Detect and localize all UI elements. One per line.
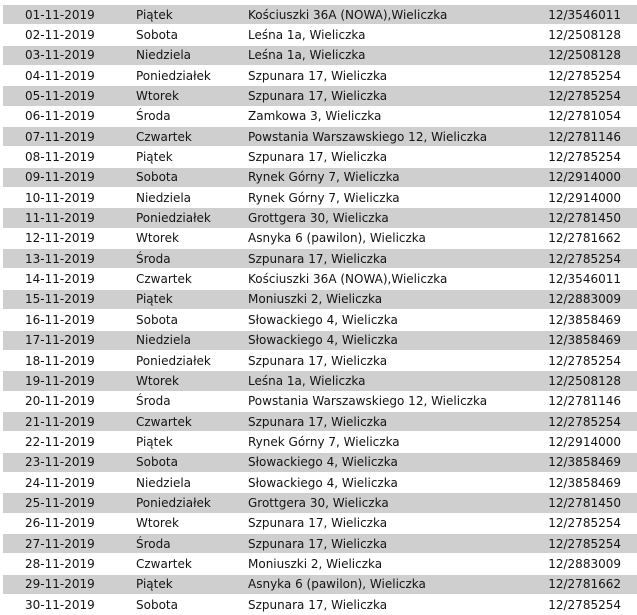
- weekday-cell: Wtorek: [136, 228, 248, 248]
- weekday-cell: Poniedziałek: [136, 350, 248, 370]
- table-row: [3, 594, 637, 614]
- address-cell: Szpunara 17, Wieliczka: [248, 86, 517, 106]
- weekday-cell: Poniedziałek: [136, 208, 248, 228]
- table-row: [3, 472, 637, 492]
- date-cell: 23-11-2019: [3, 452, 136, 472]
- date-cell: 06-11-2019: [3, 106, 136, 126]
- phone-cell: 12/2781054: [517, 106, 637, 126]
- date-cell: 30-11-2019: [3, 594, 136, 614]
- address-cell: Rynek Górny 7, Wieliczka: [248, 188, 517, 208]
- phone-cell: 12/2508128: [517, 25, 637, 45]
- date-cell: 18-11-2019: [3, 350, 136, 370]
- address-cell: Szpunara 17, Wieliczka: [248, 533, 517, 553]
- weekday-cell: Środa: [136, 106, 248, 126]
- weekday-cell: Środa: [136, 533, 248, 553]
- date-cell: 11-11-2019: [3, 208, 136, 228]
- weekday-cell: Środa: [136, 249, 248, 269]
- table-body: [3, 5, 637, 615]
- table-row: [3, 86, 637, 106]
- date-cell: 13-11-2019: [3, 249, 136, 269]
- weekday-cell: Piątek: [136, 574, 248, 594]
- table-row: [3, 249, 637, 269]
- table-row: [3, 371, 637, 391]
- phone-cell: 12/2785254: [517, 513, 637, 533]
- address-cell: Szpunara 17, Wieliczka: [248, 249, 517, 269]
- date-cell: 04-11-2019: [3, 66, 136, 86]
- date-cell: 07-11-2019: [3, 127, 136, 147]
- table-row: [3, 513, 637, 533]
- date-cell: 08-11-2019: [3, 147, 136, 167]
- address-cell: Leśna 1a, Wieliczka: [248, 371, 517, 391]
- address-cell: Moniuszki 2, Wieliczka: [248, 554, 517, 574]
- table-row: [3, 228, 637, 248]
- address-cell: Słowackiego 4, Wieliczka: [248, 310, 517, 330]
- phone-cell: 12/3546011: [517, 269, 637, 289]
- weekday-cell: Niedziela: [136, 330, 248, 350]
- weekday-cell: Czwartek: [136, 127, 248, 147]
- phone-cell: 12/2785254: [517, 533, 637, 553]
- table-row: [3, 45, 637, 65]
- weekday-cell: Piątek: [136, 289, 248, 309]
- weekday-cell: Sobota: [136, 167, 248, 187]
- date-cell: 10-11-2019: [3, 188, 136, 208]
- address-cell: Grottgera 30, Wieliczka: [248, 208, 517, 228]
- phone-cell: 12/2914000: [517, 167, 637, 187]
- date-cell: 20-11-2019: [3, 391, 136, 411]
- phone-cell: 12/2785254: [517, 350, 637, 370]
- table-row: [3, 208, 637, 228]
- table-row: [3, 289, 637, 309]
- weekday-cell: Sobota: [136, 594, 248, 614]
- date-cell: 09-11-2019: [3, 167, 136, 187]
- date-cell: 15-11-2019: [3, 289, 136, 309]
- date-cell: 28-11-2019: [3, 554, 136, 574]
- address-cell: Szpunara 17, Wieliczka: [248, 66, 517, 86]
- address-cell: Leśna 1a, Wieliczka: [248, 25, 517, 45]
- weekday-cell: Czwartek: [136, 411, 248, 431]
- pharmacy-duty-table: [3, 5, 637, 615]
- weekday-cell: Wtorek: [136, 513, 248, 533]
- date-cell: 01-11-2019: [3, 5, 136, 25]
- phone-cell: 12/2785254: [517, 147, 637, 167]
- phone-cell: 12/2785254: [517, 249, 637, 269]
- address-cell: Kościuszki 36A (NOWA),Wieliczka: [248, 5, 517, 25]
- phone-cell: 12/3858469: [517, 330, 637, 350]
- address-cell: Kościuszki 36A (NOWA),Wieliczka: [248, 269, 517, 289]
- address-cell: Powstania Warszawskiego 12, Wieliczka: [248, 391, 517, 411]
- weekday-cell: Niedziela: [136, 472, 248, 492]
- table-row: [3, 350, 637, 370]
- date-cell: 22-11-2019: [3, 432, 136, 452]
- weekday-cell: Niedziela: [136, 45, 248, 65]
- address-cell: Szpunara 17, Wieliczka: [248, 411, 517, 431]
- address-cell: Asnyka 6 (pawilon), Wieliczka: [248, 228, 517, 248]
- phone-cell: 12/2785254: [517, 411, 637, 431]
- address-cell: Powstania Warszawskiego 12, Wieliczka: [248, 127, 517, 147]
- table-row: [3, 106, 637, 126]
- weekday-cell: Wtorek: [136, 371, 248, 391]
- table-row: [3, 411, 637, 431]
- phone-cell: 12/3546011: [517, 5, 637, 25]
- phone-cell: 12/2785254: [517, 594, 637, 614]
- weekday-cell: Niedziela: [136, 188, 248, 208]
- date-cell: 14-11-2019: [3, 269, 136, 289]
- table-row: [3, 127, 637, 147]
- phone-cell: 12/2781662: [517, 574, 637, 594]
- date-cell: 27-11-2019: [3, 533, 136, 553]
- phone-cell: 12/2914000: [517, 432, 637, 452]
- address-cell: Szpunara 17, Wieliczka: [248, 594, 517, 614]
- address-cell: Grottgera 30, Wieliczka: [248, 493, 517, 513]
- weekday-cell: Piątek: [136, 5, 248, 25]
- table-row: [3, 188, 637, 208]
- phone-cell: 12/2508128: [517, 371, 637, 391]
- table-row: [3, 330, 637, 350]
- weekday-cell: Sobota: [136, 25, 248, 45]
- date-cell: 19-11-2019: [3, 371, 136, 391]
- phone-cell: 12/3858469: [517, 452, 637, 472]
- address-cell: Słowackiego 4, Wieliczka: [248, 472, 517, 492]
- address-cell: Zamkowa 3, Wieliczka: [248, 106, 517, 126]
- address-cell: Moniuszki 2, Wieliczka: [248, 289, 517, 309]
- weekday-cell: Piątek: [136, 147, 248, 167]
- table-row: [3, 5, 637, 25]
- weekday-cell: Czwartek: [136, 554, 248, 574]
- weekday-cell: Sobota: [136, 452, 248, 472]
- address-cell: Rynek Górny 7, Wieliczka: [248, 167, 517, 187]
- table-row: [3, 391, 637, 411]
- table-row: [3, 452, 637, 472]
- phone-cell: 12/2883009: [517, 554, 637, 574]
- table-row: [3, 25, 637, 45]
- phone-cell: 12/2781450: [517, 493, 637, 513]
- weekday-cell: Poniedziałek: [136, 493, 248, 513]
- phone-cell: 12/2781450: [517, 208, 637, 228]
- address-cell: Szpunara 17, Wieliczka: [248, 513, 517, 533]
- address-cell: Asnyka 6 (pawilon), Wieliczka: [248, 574, 517, 594]
- address-cell: Szpunara 17, Wieliczka: [248, 147, 517, 167]
- weekday-cell: Sobota: [136, 310, 248, 330]
- table-row: [3, 554, 637, 574]
- phone-cell: 12/2781662: [517, 228, 637, 248]
- date-cell: 29-11-2019: [3, 574, 136, 594]
- phone-cell: 12/3858469: [517, 310, 637, 330]
- address-cell: Leśna 1a, Wieliczka: [248, 45, 517, 65]
- table-row: [3, 493, 637, 513]
- weekday-cell: Wtorek: [136, 86, 248, 106]
- weekday-cell: Czwartek: [136, 269, 248, 289]
- weekday-cell: Piątek: [136, 432, 248, 452]
- address-cell: Słowackiego 4, Wieliczka: [248, 330, 517, 350]
- phone-cell: 12/2785254: [517, 66, 637, 86]
- date-cell: 03-11-2019: [3, 45, 136, 65]
- weekday-cell: Poniedziałek: [136, 66, 248, 86]
- table-row: [3, 432, 637, 452]
- table-row: [3, 269, 637, 289]
- phone-cell: 12/2785254: [517, 86, 637, 106]
- date-cell: 21-11-2019: [3, 411, 136, 431]
- date-cell: 25-11-2019: [3, 493, 136, 513]
- table-row: [3, 310, 637, 330]
- phone-cell: 12/3858469: [517, 472, 637, 492]
- address-cell: Szpunara 17, Wieliczka: [248, 350, 517, 370]
- address-cell: Słowackiego 4, Wieliczka: [248, 452, 517, 472]
- weekday-cell: Środa: [136, 391, 248, 411]
- date-cell: 12-11-2019: [3, 228, 136, 248]
- table-row: [3, 66, 637, 86]
- date-cell: 26-11-2019: [3, 513, 136, 533]
- address-cell: Rynek Górny 7, Wieliczka: [248, 432, 517, 452]
- phone-cell: 12/2781146: [517, 127, 637, 147]
- table-row: [3, 147, 637, 167]
- table-row: [3, 533, 637, 553]
- phone-cell: 12/2781146: [517, 391, 637, 411]
- date-cell: 02-11-2019: [3, 25, 136, 45]
- date-cell: 17-11-2019: [3, 330, 136, 350]
- phone-cell: 12/2914000: [517, 188, 637, 208]
- date-cell: 16-11-2019: [3, 310, 136, 330]
- date-cell: 24-11-2019: [3, 472, 136, 492]
- table-row: [3, 167, 637, 187]
- table-row: [3, 574, 637, 594]
- phone-cell: 12/2883009: [517, 289, 637, 309]
- phone-cell: 12/2508128: [517, 45, 637, 65]
- date-cell: 05-11-2019: [3, 86, 136, 106]
